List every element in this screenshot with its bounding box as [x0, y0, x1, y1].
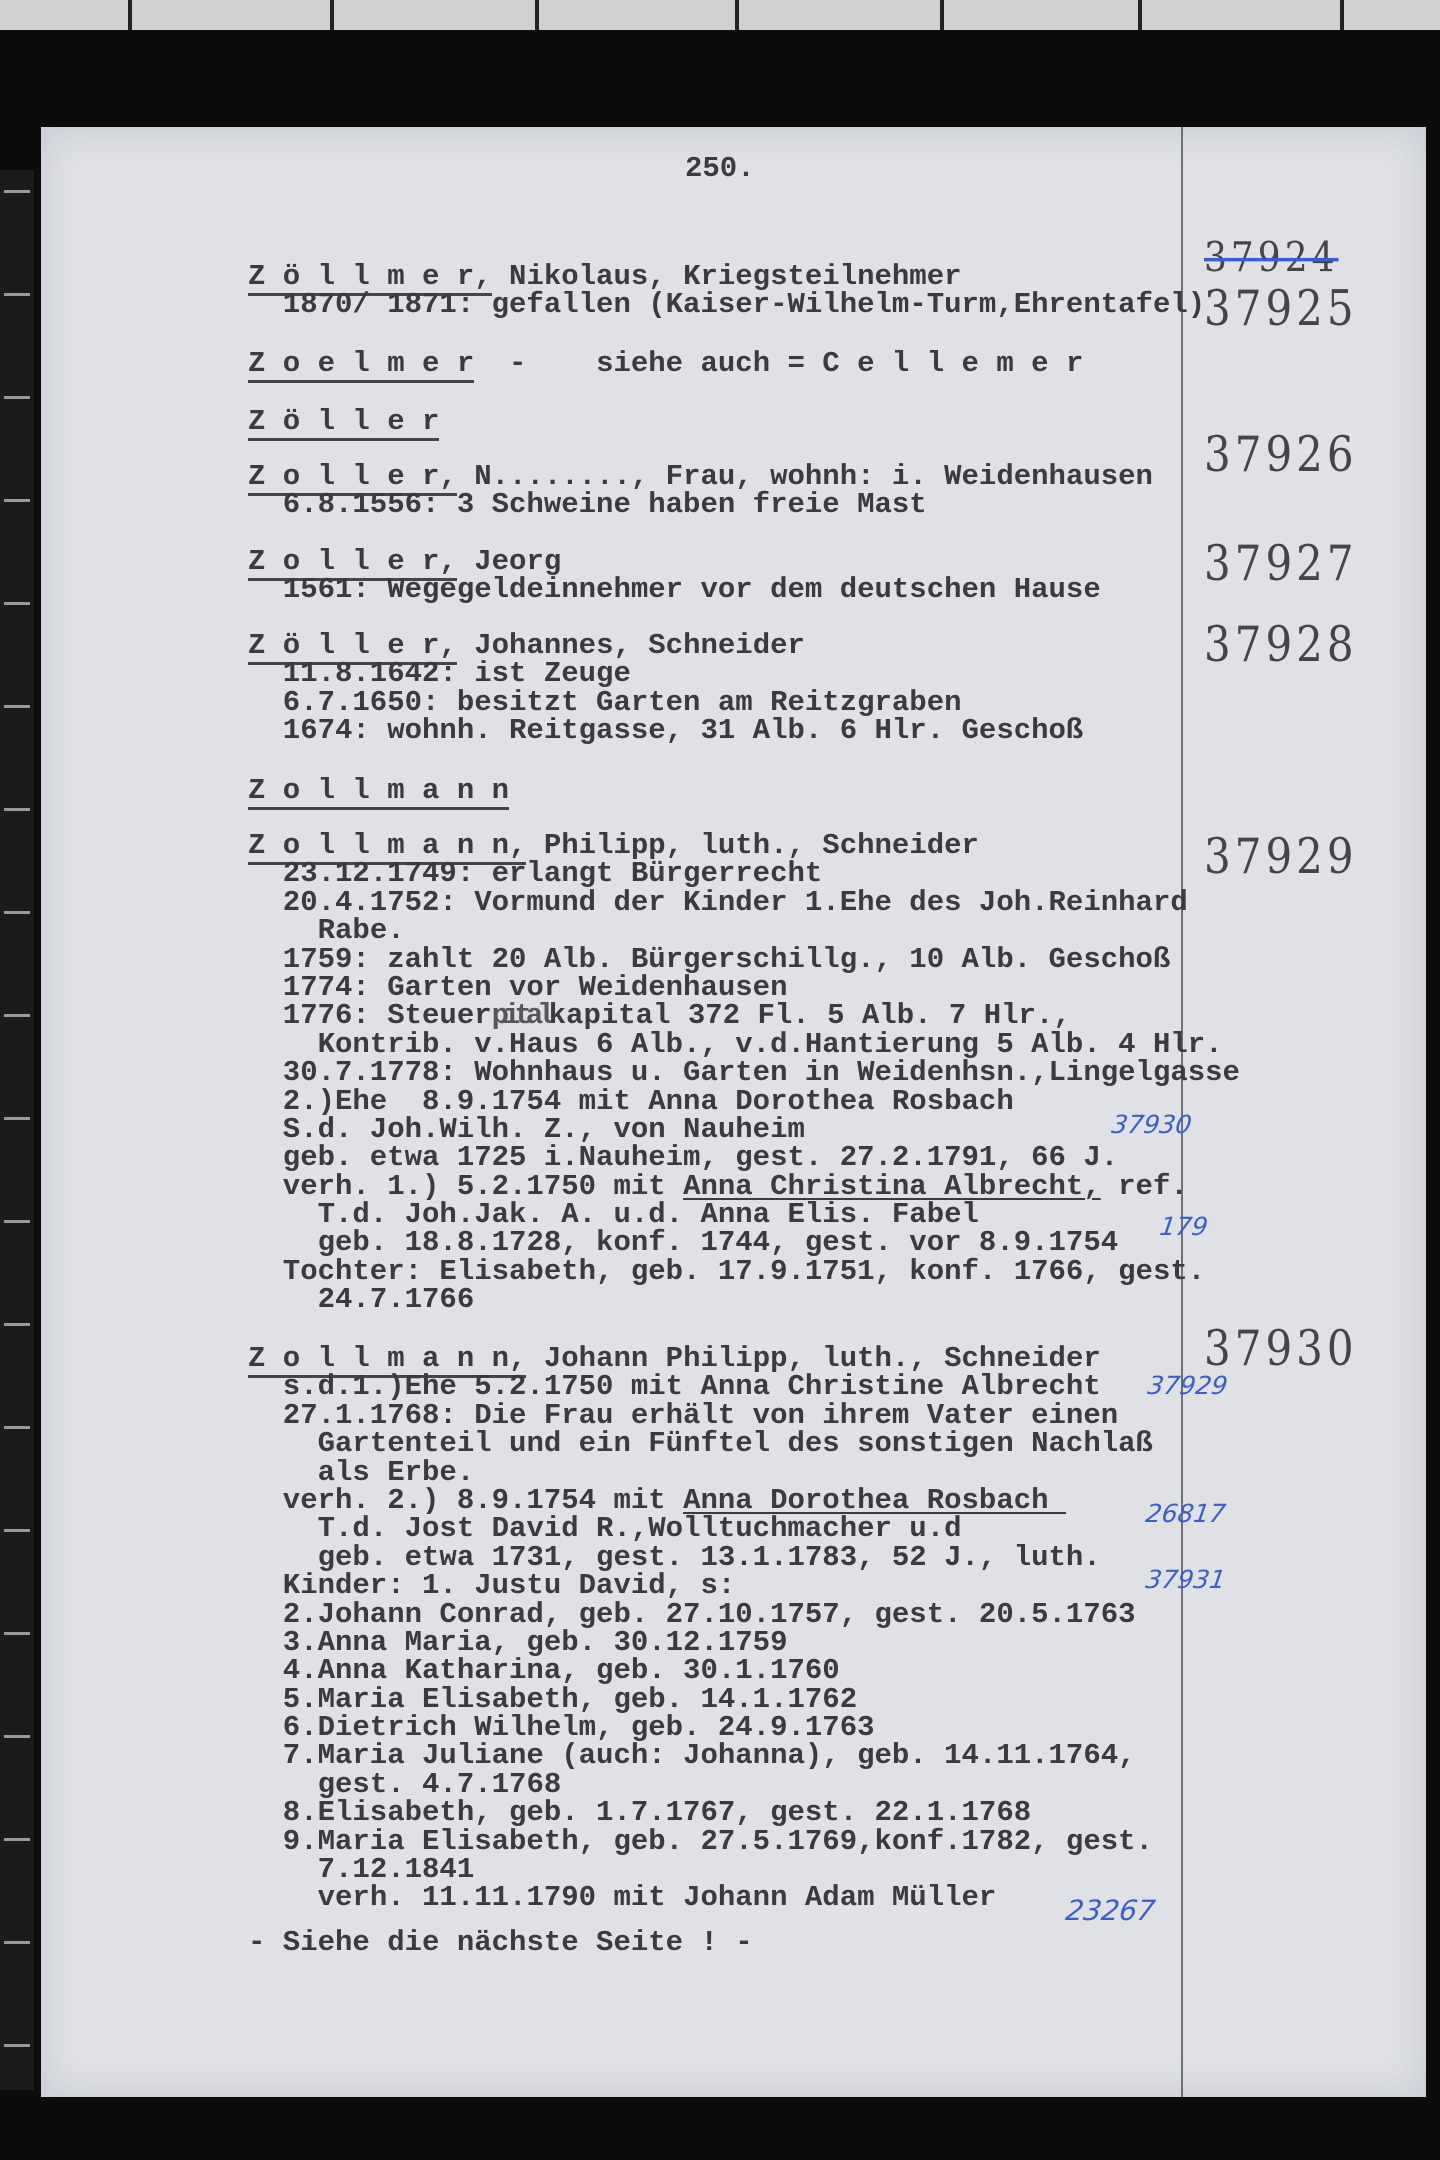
binder-mark — [4, 1735, 30, 1738]
ruler-tick — [1340, 0, 1344, 30]
binder-mark — [4, 1632, 30, 1635]
surname-heading: Z o e l m e r — [248, 347, 474, 383]
entry-line: 6.Dietrich Wilhelm, geb. 24.9.1763 — [282, 1711, 875, 1745]
entry-line: 6.8.1556: 3 Schweine haben freie Mast — [282, 488, 927, 522]
surname-heading: Z o l l e r, — [248, 460, 457, 496]
entry-line: 7.12.1841 — [317, 1853, 475, 1887]
entry-description: Jeorg — [456, 545, 562, 578]
entry-line: 20.4.1752: Vormund der Kinder 1.Ehe des Joh.Reinhard — [282, 885, 1188, 919]
handwritten-reference: 37931 — [1143, 1565, 1228, 1594]
entry-line: s.d.1.)Ehe 5.2.1750 mit Anna Christine Albrecht — [282, 1370, 1101, 1404]
binder-mark — [4, 1014, 30, 1017]
entry-line: S.d. Joh.Wilh. Z., von Nauheim — [282, 1112, 805, 1146]
line-segment: kapital 372 Fl. 5 Alb. 7 Hlr., — [548, 999, 1071, 1033]
register-entry — [248, 545, 1101, 607]
ruler-tick — [1138, 0, 1142, 30]
handwritten-reference: 37929 — [1145, 1371, 1230, 1400]
binder-mark — [4, 1426, 30, 1429]
binder-mark — [4, 1220, 30, 1223]
entry-line: Rabe. — [317, 914, 405, 948]
entry-line: gest. 4.7.1768 — [317, 1767, 562, 1801]
register-entry — [248, 629, 1084, 748]
ruler-tick — [128, 0, 132, 30]
binder-mark — [4, 1838, 30, 1841]
entry-line: 7.Maria Juliane (auch: Johanna), geb. 14.11.1764, — [282, 1739, 1136, 1773]
entry-heading-line — [248, 829, 1240, 862]
entry-heading-line — [248, 405, 440, 438]
register-entry — [248, 774, 510, 807]
entry-line: 5.Maria Elisabeth, geb. 14.1.1762 — [282, 1682, 858, 1716]
entry-line: 23.12.1749: erlangt Bürgerrecht — [282, 857, 823, 891]
binder-mark — [4, 396, 30, 399]
register-entry — [248, 829, 1240, 1317]
register-entry — [248, 1342, 1153, 1915]
entry-heading-line — [248, 545, 1101, 578]
entry-line: 6.7.1650: besitzt Garten am Reitzgraben — [282, 685, 962, 719]
handwritten-reference: 37930 — [1109, 1110, 1194, 1139]
entry-heading-line — [248, 347, 1084, 380]
register-entry — [248, 405, 440, 438]
ruler-tick — [535, 0, 539, 30]
entry-description: Philipp, luth., Schneider — [526, 829, 979, 862]
record-number: 37928 — [1204, 616, 1358, 673]
handwritten-reference: 23267 — [1063, 1894, 1158, 1927]
entry-line: 4.Anna Katharina, geb. 30.1.1760 — [282, 1654, 840, 1688]
entry-line: geb. etwa 1725 i.Nauheim, gest. 27.2.1791, 66 J. — [282, 1141, 1119, 1175]
entry-line — [248, 1483, 1153, 1517]
surname-heading: Z ö l l e r, — [248, 629, 457, 665]
binder-mark — [4, 499, 30, 502]
line-segment: verh. 2.) 8.9.1754 mit — [282, 1483, 684, 1517]
binder-mark — [4, 1323, 30, 1326]
page-number: 250. — [685, 152, 755, 185]
binder-mark — [4, 602, 30, 605]
entry-line: 1774: Garten vor Weidenhausen — [282, 970, 788, 1004]
entry-heading-line — [248, 460, 1153, 493]
record-number: 37926 — [1204, 426, 1358, 483]
binder-mark — [4, 808, 30, 811]
record-number: 37925 — [1204, 280, 1358, 337]
surname-heading: Z o l l m a n n — [248, 774, 509, 810]
entry-line: T.d. Joh.Jak. A. u.d. Anna Elis. Fabel — [317, 1198, 979, 1232]
entry-description: Johann Philipp, luth., Schneider — [526, 1342, 1101, 1375]
entry-description: Nikolaus, Kriegsteilnehmer — [491, 260, 962, 293]
entry-line: 30.7.1778: Wohnhaus u. Garten in Weidenhsn.,Lingelgasse — [282, 1056, 1240, 1090]
struck-record-number: 37924 — [1204, 234, 1339, 283]
entry-line: 1759: zahlt 20 Alb. Bürgerschillg., 10 Alb. Geschoß — [282, 942, 1171, 976]
binder-mark — [4, 293, 30, 296]
ruler-tick — [735, 0, 739, 30]
entry-line — [248, 999, 1240, 1033]
entry-line: Kontrib. v.Haus 6 Alb., v.d.Hantierung 5 Alb. 4 Hlr. — [317, 1027, 1223, 1061]
ruler-tick — [940, 0, 944, 30]
continuation-note: - Siehe die nächste Seite ! - — [248, 1926, 753, 1959]
surname-heading: Z ö l l e r — [248, 405, 439, 441]
entry-description: - siehe auch = C e l l e m e r — [474, 347, 1084, 380]
entry-line: 1674: wohnh. Reitgasse, 31 Alb. 6 Hlr. Geschoß — [282, 714, 1084, 748]
binder-mark — [4, 1117, 30, 1120]
entry-line: T.d. Jost David R.,Wolltuchmacher u.d — [317, 1512, 962, 1546]
surname-heading: Z o l l m a n n, — [248, 829, 526, 865]
entry-line: 1870/ 1871: gefallen (Kaiser-Wilhelm-Turm,Ehrentafel) — [282, 288, 1206, 322]
entry-line: Tochter: Elisabeth, geb. 17.9.1751, konf. 1766, gest. — [282, 1254, 1206, 1288]
entry-heading-line — [248, 629, 1083, 662]
entry-line: 11.8.1642: ist Zeuge — [282, 657, 631, 691]
binder-mark — [4, 911, 30, 914]
line-segment: ref. — [1100, 1169, 1188, 1203]
register-entry — [248, 460, 1153, 522]
scanner-ruler — [0, 0, 1440, 30]
record-number: 37929 — [1204, 828, 1358, 885]
entry-line: 3.Anna Maria, geb. 30.12.1759 — [282, 1625, 788, 1659]
handwritten-reference: 26817 — [1143, 1499, 1228, 1528]
entry-line — [248, 1169, 1240, 1203]
entry-line: Gartenteil und ein Fünftel des sonstigen Nachlaß — [317, 1427, 1153, 1461]
underlined-name: Anna Dorothea Rosbach — [683, 1483, 1066, 1517]
record-number: 37930 — [1204, 1320, 1358, 1377]
surname-heading: Z o l l e r, — [248, 545, 457, 581]
binder-mark — [4, 1941, 30, 1944]
entry-line: 8.Elisabeth, geb. 1.7.1767, gest. 22.1.1768 — [282, 1796, 1032, 1830]
entry-line: geb. etwa 1731, gest. 13.1.1783, 52 J., luth. — [317, 1540, 1101, 1574]
overtyped-text: pital — [491, 999, 549, 1033]
entry-line: Kinder: 1. Justu David, s: — [282, 1569, 736, 1603]
register-entry — [248, 260, 1206, 322]
binder-mark — [4, 190, 30, 193]
entry-heading-line — [248, 1342, 1153, 1375]
entry-line: als Erbe. — [317, 1455, 475, 1489]
surname-heading: Z o l l m a n n, — [248, 1342, 526, 1378]
entry-description: N........, Frau, wohnh: i. Weidenhausen — [456, 460, 1153, 493]
binder-strip — [0, 170, 34, 2090]
entry-line: 27.1.1768: Die Frau erhält von ihrem Vater einen — [282, 1398, 1119, 1432]
binder-mark — [4, 705, 30, 708]
line-segment: 1776: Steuer — [282, 999, 492, 1033]
ruler-tick — [330, 0, 334, 30]
entry-line: 1561: Wegegeldeinnehmer vor dem deutschen Hause — [282, 573, 1101, 607]
binder-mark — [4, 1529, 30, 1532]
entry-line: geb. 18.8.1728, konf. 1744, gest. vor 8.9.1754 — [317, 1226, 1119, 1260]
entry-line: verh. 11.11.1790 mit Johann Adam Müller — [317, 1881, 997, 1915]
entry-description: Johannes, Schneider — [456, 629, 805, 662]
entry-line: 2.)Ehe 8.9.1754 mit Anna Dorothea Rosbach — [282, 1084, 1014, 1118]
entry-line: 2.Johann Conrad, geb. 27.10.1757, gest. 20.5.1763 — [282, 1597, 1136, 1631]
register-entry — [248, 347, 1084, 380]
underlined-name: Anna Christina Albrecht, — [683, 1169, 1101, 1203]
entry-line: 24.7.1766 — [317, 1283, 475, 1317]
record-number: 37927 — [1204, 535, 1358, 592]
binder-mark — [4, 2044, 30, 2047]
line-segment: verh. 1.) 5.2.1750 mit — [282, 1169, 684, 1203]
handwritten-reference: 179 — [1157, 1212, 1210, 1241]
surname-heading: Z ö l l m e r, — [248, 260, 492, 296]
entry-heading-line — [248, 260, 1205, 293]
entry-heading-line — [248, 774, 510, 807]
entry-line: 9.Maria Elisabeth, geb. 27.5.1769,konf.1782, gest. — [282, 1824, 1153, 1858]
